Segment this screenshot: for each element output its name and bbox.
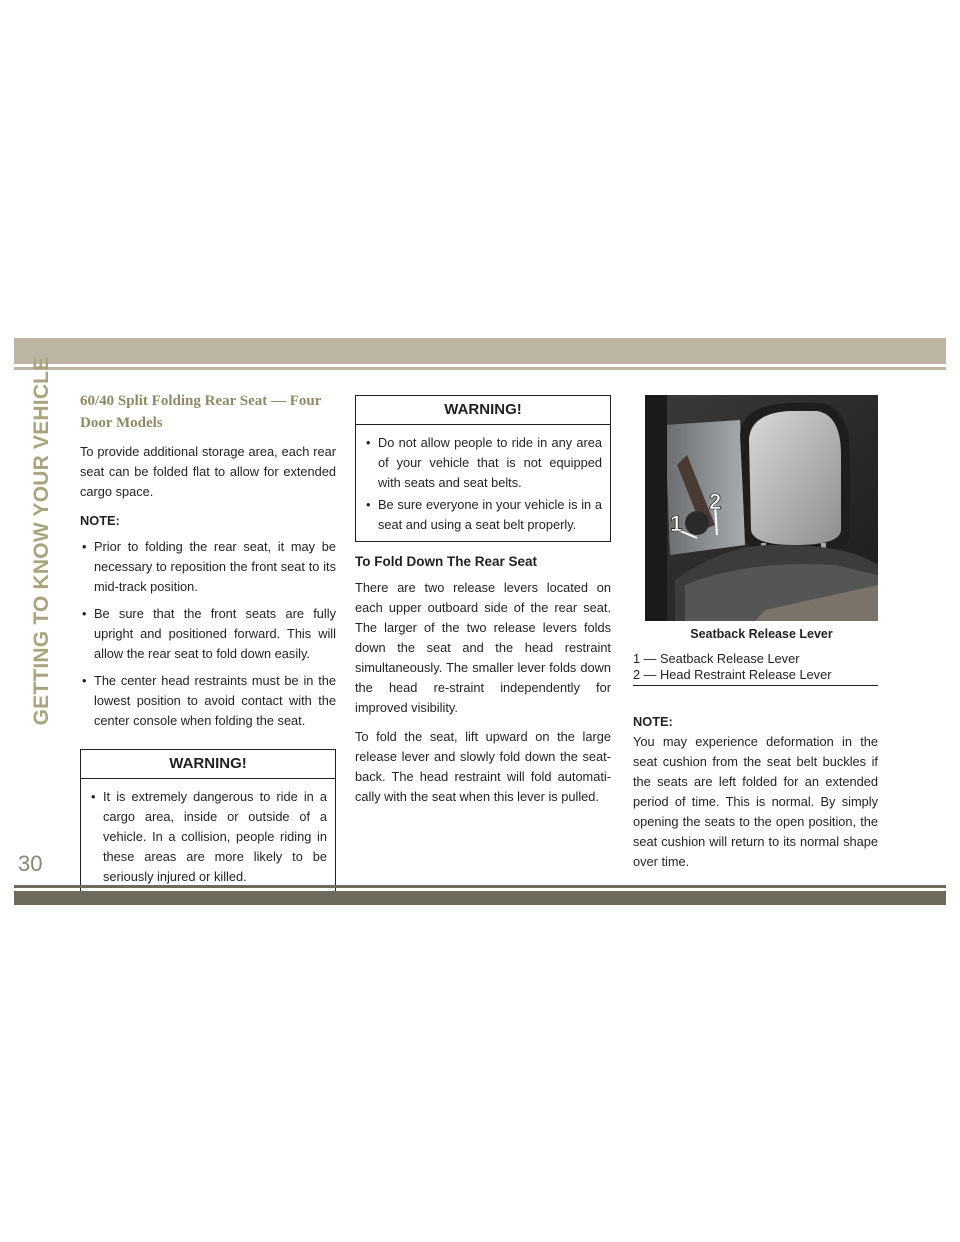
note-label: NOTE: bbox=[633, 714, 673, 729]
legend-item: 2 — Head Restraint Release Lever bbox=[633, 667, 832, 682]
warning-item: • Be sure everyone in your vehicle is in a seat and using a seat belt properly. bbox=[364, 495, 602, 535]
warning-title: WARNING! bbox=[81, 750, 335, 779]
seatback-photo bbox=[645, 395, 878, 621]
figure-legend bbox=[633, 651, 878, 686]
footer-rule bbox=[14, 885, 946, 888]
warning-title: WARNING! bbox=[356, 396, 610, 425]
warning-list bbox=[89, 787, 327, 887]
header-rule bbox=[14, 367, 946, 370]
note-block bbox=[633, 712, 878, 881]
note-item: • The center head restraints must be in the lowest position to avoid contact with the center console when folding the seat. bbox=[80, 671, 336, 731]
column-1 bbox=[80, 390, 336, 894]
note-label: NOTE: bbox=[80, 513, 120, 528]
body-paragraph: To fold the seat, lift upward on the large release lever and slowly fold down the seat-back. The head restraint will fold automati-cally with the seat when this lever is pulled. bbox=[355, 729, 611, 804]
note-item: • Prior to folding the rear seat, it may be necessary to reposition the front seat to its mid-track position. bbox=[80, 537, 336, 597]
callout-1: 1 bbox=[670, 511, 683, 536]
header-band bbox=[14, 338, 946, 364]
intro-paragraph: To provide additional storage area, each rear seat can be folded flat to allow for extended cargo space. bbox=[80, 444, 336, 499]
subheading: To Fold Down The Rear Seat bbox=[355, 554, 538, 569]
note-list bbox=[80, 537, 336, 731]
warning-list bbox=[364, 433, 602, 535]
section-heading: 60/40 Split Folding Rear Seat — Four Door Models bbox=[80, 393, 322, 431]
page-number: 30 bbox=[18, 851, 43, 876]
warning-body bbox=[356, 425, 610, 541]
warning-box bbox=[355, 395, 611, 542]
note-text: You may experience deformation in the seat cushion from the seat belt buckles if the seats are left folded for an extended period of time. This is normal. By simply opening the seats to the open position, the seat cushion will return to its normal shape over time. bbox=[633, 734, 878, 869]
column-2 bbox=[355, 395, 611, 816]
warning-item: • It is extremely dangerous to ride in a cargo area, inside or outside of a vehicle. In a collision, people riding in these areas are more likely to be seriously injured or killed. bbox=[89, 787, 327, 887]
seat-illustration bbox=[645, 395, 878, 621]
body-paragraph: There are two release levers located on each upper outboard side of the rear seat. The larger of the two release levers folds down the seat and the head restraint simultaneously. The smaller lever folds down the head re-straint independently for improved visibility. bbox=[355, 580, 611, 715]
legend-item: 1 — Seatback Release Lever bbox=[633, 651, 800, 666]
footer-band bbox=[14, 891, 946, 905]
warning-item: • Do not allow people to ride in any area of your vehicle that is not equipped with seats and seat belts. bbox=[364, 433, 602, 493]
figure-caption: Seatback Release Lever bbox=[690, 627, 833, 641]
side-tab-label: GETTING TO KNOW YOUR VEHICLE bbox=[30, 356, 53, 726]
warning-box bbox=[80, 749, 336, 894]
note-item: • Be sure that the front seats are fully upright and positioned forward. This will allow the rear seat to fold down easily. bbox=[80, 604, 336, 664]
warning-body bbox=[81, 779, 335, 893]
callout-2: 2 bbox=[709, 489, 722, 514]
section-side-tab bbox=[22, 356, 62, 726]
